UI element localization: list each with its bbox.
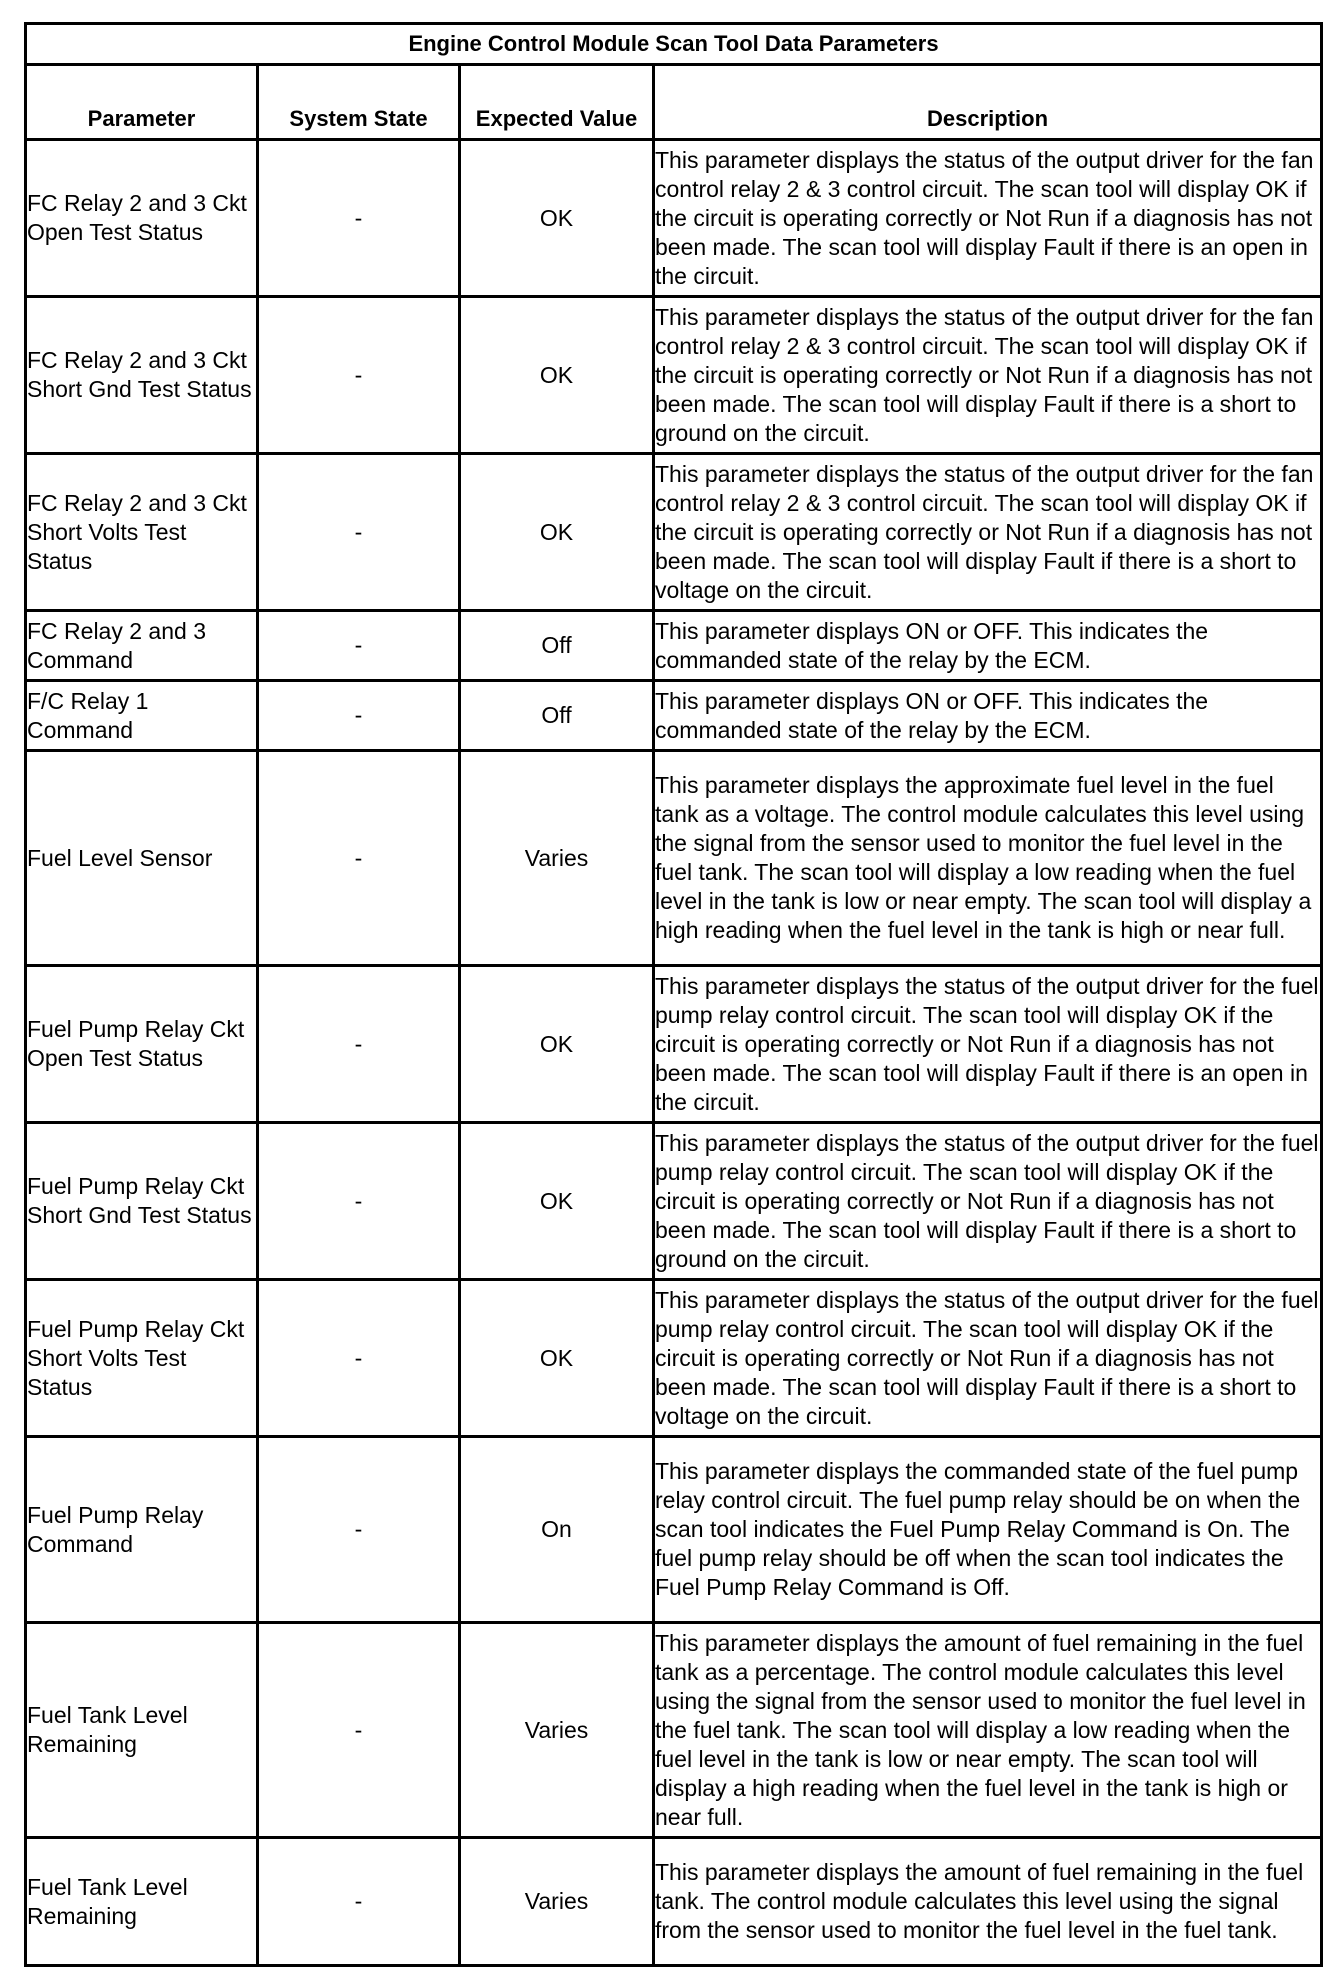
expected-value-cell: OK	[460, 1280, 654, 1437]
parameter-cell: Fuel Level Sensor	[26, 751, 258, 966]
description-cell: This parameter displays the status of the output driver for the fan control relay 2 & 3 control circuit. The scan tool will display OK if the circuit is operating correctly or Not Run if a diagnosis has not been made. The scan tool will display Fault if there is a short to ground on the circuit.	[654, 297, 1322, 454]
description-cell: This parameter displays the amount of fuel remaining in the fuel tank. The control module calculates this level using the signal from the sensor used to monitor the fuel level in the fuel tank.	[654, 1838, 1322, 1966]
parameter-cell: Fuel Pump Relay Ckt Short Gnd Test Status	[26, 1123, 258, 1280]
table-row	[26, 1280, 1322, 1437]
table-row	[26, 1123, 1322, 1280]
system-state-cell: -	[258, 1623, 460, 1838]
table-row	[26, 966, 1322, 1123]
parameter-cell: FC Relay 2 and 3 Command	[26, 611, 258, 681]
description-cell: This parameter displays ON or OFF. This indicates the commanded state of the relay by the ECM.	[654, 611, 1322, 681]
description-cell: This parameter displays the status of the output driver for the fan control relay 2 & 3 control circuit. The scan tool will display OK if the circuit is operating correctly or Not Run if a diagnosis has not been made. The scan tool will display Fault if there is a short to voltage on the circuit.	[654, 454, 1322, 611]
description-cell: This parameter displays the status of the output driver for the fuel pump relay control circuit. The scan tool will display OK if the circuit is operating correctly or Not Run if a diagnosis has not been made. The scan tool will display Fault if there is a short to voltage on the circuit.	[654, 1280, 1322, 1437]
system-state-cell: -	[258, 1123, 460, 1280]
description-cell: This parameter displays the status of the output driver for the fuel pump relay control circuit. The scan tool will display OK if the circuit is operating correctly or Not Run if a diagnosis has not been made. The scan tool will display Fault if there is an open in the circuit.	[654, 966, 1322, 1123]
column-header-system-state: System State	[258, 65, 460, 140]
expected-value-cell: OK	[460, 1123, 654, 1280]
system-state-cell: -	[258, 454, 460, 611]
column-header-description: Description	[654, 65, 1322, 140]
table-row	[26, 454, 1322, 611]
expected-value-cell: Varies	[460, 751, 654, 966]
expected-value-cell: OK	[460, 140, 654, 297]
parameter-cell: Fuel Tank Level Remaining	[26, 1623, 258, 1838]
description-cell: This parameter displays the approximate fuel level in the fuel tank as a voltage. The control module calculates this level using the signal from the sensor used to monitor the fuel level in the fuel tank. The scan tool will display a low reading when the fuel level in the tank is low or near empty. The scan tool will display a high reading when the fuel level in the tank is high or near full.	[654, 751, 1322, 966]
parameter-cell: Fuel Tank Level Remaining	[26, 1838, 258, 1966]
system-state-cell: -	[258, 611, 460, 681]
table-row	[26, 1437, 1322, 1623]
system-state-cell: -	[258, 140, 460, 297]
expected-value-cell: Off	[460, 611, 654, 681]
parameter-cell: Fuel Pump Relay Command	[26, 1437, 258, 1623]
table-row	[26, 297, 1322, 454]
expected-value-cell: Varies	[460, 1623, 654, 1838]
system-state-cell: -	[258, 1838, 460, 1966]
column-header-parameter: Parameter	[26, 65, 258, 140]
parameter-cell: FC Relay 2 and 3 Ckt Short Gnd Test Status	[26, 297, 258, 454]
system-state-cell: -	[258, 751, 460, 966]
system-state-cell: -	[258, 966, 460, 1123]
table-title: Engine Control Module Scan Tool Data Parameters	[26, 24, 1322, 65]
system-state-cell: -	[258, 681, 460, 751]
parameter-cell: Fuel Pump Relay Ckt Short Volts Test Status	[26, 1280, 258, 1437]
table-row	[26, 1623, 1322, 1838]
parameter-cell: Fuel Pump Relay Ckt Open Test Status	[26, 966, 258, 1123]
table-row	[26, 751, 1322, 966]
expected-value-cell: On	[460, 1437, 654, 1623]
expected-value-cell: OK	[460, 454, 654, 611]
parameter-cell: FC Relay 2 and 3 Ckt Open Test Status	[26, 140, 258, 297]
scan-tool-data-table	[24, 22, 1323, 1967]
description-cell: This parameter displays the amount of fuel remaining in the fuel tank as a percentage. The control module calculates this level using the signal from the sensor used to monitor the fuel level in the fuel tank. The scan tool will display a low reading when the fuel level in the tank is low or near empty. The scan tool will display a high reading when the fuel level in the tank is high or near full.	[654, 1623, 1322, 1838]
column-header-expected-value: Expected Value	[460, 65, 654, 140]
description-cell: This parameter displays ON or OFF. This indicates the commanded state of the relay by the ECM.	[654, 681, 1322, 751]
description-cell: This parameter displays the commanded state of the fuel pump relay control circuit. The fuel pump relay should be on when the scan tool indicates the Fuel Pump Relay Command is On. The fuel pump relay should be off when the scan tool indicates the Fuel Pump Relay Command is Off.	[654, 1437, 1322, 1623]
parameter-cell: F/C Relay 1 Command	[26, 681, 258, 751]
system-state-cell: -	[258, 1280, 460, 1437]
expected-value-cell: OK	[460, 966, 654, 1123]
description-cell: This parameter displays the status of the output driver for the fuel pump relay control circuit. The scan tool will display OK if the circuit is operating correctly or Not Run if a diagnosis has not been made. The scan tool will display Fault if there is a short to ground on the circuit.	[654, 1123, 1322, 1280]
table-row	[26, 140, 1322, 297]
expected-value-cell: Off	[460, 681, 654, 751]
system-state-cell: -	[258, 297, 460, 454]
table-row	[26, 681, 1322, 751]
table-row	[26, 1838, 1322, 1966]
table-row	[26, 611, 1322, 681]
description-cell: This parameter displays the status of the output driver for the fan control relay 2 & 3 control circuit. The scan tool will display OK if the circuit is operating correctly or Not Run if a diagnosis has not been made. The scan tool will display Fault if there is an open in the circuit.	[654, 140, 1322, 297]
expected-value-cell: OK	[460, 297, 654, 454]
system-state-cell: -	[258, 1437, 460, 1623]
expected-value-cell: Varies	[460, 1838, 654, 1966]
parameter-cell: FC Relay 2 and 3 Ckt Short Volts Test Status	[26, 454, 258, 611]
